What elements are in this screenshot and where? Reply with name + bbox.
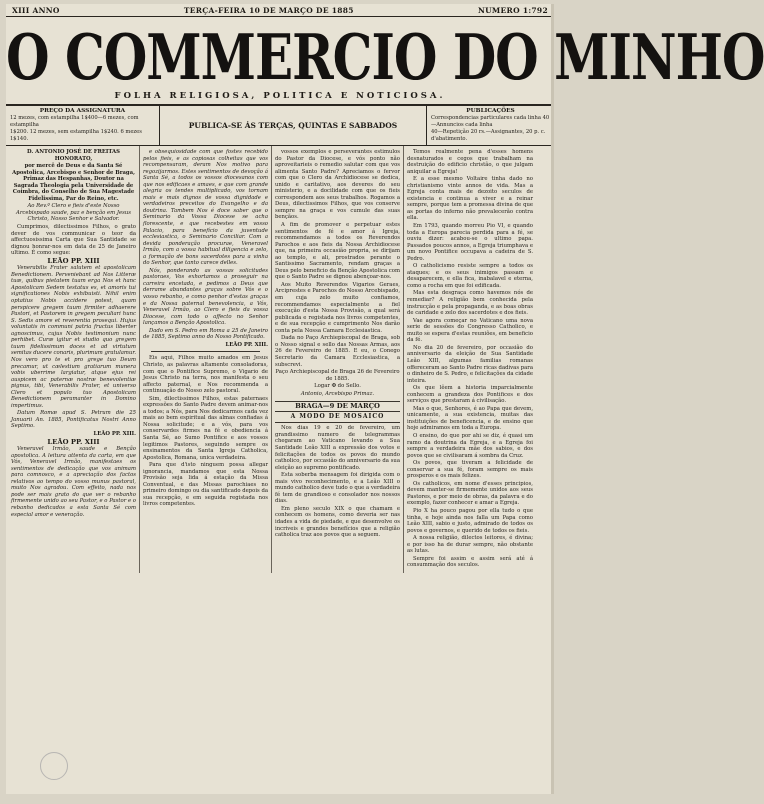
latin-letter: Venerabilis Frater salutem et apostolicam Benedictionem. Perveniebant ad Nos Litteræ tuæ, quibus pietatem tuam erga Nos et hanc Apostolicam Sedem testatus es, et amoris tui significationes Nobis exhibuisti. Nihil enim optatius Nobis accidere potest, quam perspicere gregem tuum firmiter adhaerere Pastori, et Pastorem in gregem peculiari hunc S. Sedis amore et reverentia prosequi. Hujus voluntatis in communi patria fructus liberter agnoscimus, cujus Nobis testimonium nunc perhibet. Curæ igitur et studio quo gregem tuum fidelissimum doces et ad virtutum semitas ducere conaris, plurimum gratulamur. Nos vero pro te et pro grege tuo Deum precamur, ut cælestium gratiarum munera vobis uberrime largiatur, atque ejus rei auspicem ac paternæ nostræ benevolentiæ pignus, tibi, Venerabilis Frater, et universo Clero et populo tuo Apostolicam Benedictionem peramanter in Domino impertimus. bbox=[11, 265, 136, 409]
paragraph: Mas esta desgraça como havemos nós de remediar? A religião bem conhecida pela instrucção e pela propaganda, e as boas obras de caridade e zelo dos sacerdotes e dos fieis. bbox=[407, 290, 533, 317]
paragraph: Nos dias 19 e 20 de fevereiro, um grandissimo numero de telegrammas chegaram ao Vaticano levando a Sua Santidade Leão XIII a expressão dos votos e felicitações de todos os povos do mundo catholico, por occasião do anniversario da sua eleição ao supremo pontificado. bbox=[275, 425, 400, 471]
paragraph: Aos Muito Reverendos Vigarios Geraes, Arciprestes e Parochos do Nosso Arcebispado, em cuja zelo muito confiamos, recommendamos especialmente a fiel execução d'esta Nossa Provisão, a qual será publicada e registada nos livros competentes, e de sua recepção e cumprimento Nos darão conta pela Nossa Camara Ecclesiastica. bbox=[275, 281, 400, 334]
paragraph: Cumprimos, dilectissimos Filhos, o grato dever de vos communicar o teor da affectuosissima Carta que Sua Santidade se dignou honrar-nos em data de 25 de Janeiro ultimo. É como segue: bbox=[11, 224, 136, 257]
masthead-subtitle: FOLHA RELIGIOSA, POLITICA E NOTICIOSA. bbox=[6, 91, 554, 106]
advertising-head: PUBLICAÇÕES bbox=[466, 108, 515, 114]
year-label: XIII ANNO bbox=[12, 6, 60, 15]
paragraph: Os povos, que tiveram a felicidade de conservar a sua fé, foram sempre os mais prosperos e os mais felizes. bbox=[407, 460, 533, 480]
archbishop-signature: Antonio, Arcebispo Primaz. bbox=[300, 390, 375, 397]
paragraph: Dada no Paço Archiepiscopal de Braga, sob o Nosso signal e sello das Nossas Armas, aos 26 de Fevereiro de 1885. E eu, o Conego Secretario da Camara Ecclesiastica, a subscrevi. bbox=[275, 335, 400, 368]
column-2 bbox=[140, 146, 272, 573]
column-4 bbox=[404, 146, 536, 573]
letter-date: Dado em S. Pedro em Roma a 25 de Janeiro de 1885, Septimo anno do Nosso Pontificado. bbox=[143, 327, 268, 341]
seal-mark: Logar ✠ do Sello. bbox=[314, 383, 361, 390]
page-edge bbox=[551, 4, 554, 794]
divider bbox=[151, 351, 260, 352]
column-3 bbox=[272, 146, 404, 573]
paragraph: E a esse mesmo Voltaire tinha dado no christianismo vinte annos de vida. Mas a Egreja conta mais de dezoito seculos de existencia e continua a viver e a reinar sempre, porque tem a promessa divina de que as portas do inferno não prevalecerão contra ella. bbox=[407, 176, 533, 222]
newspaper-page bbox=[6, 4, 764, 794]
article-heading: A MODO DE MOSAICO bbox=[275, 414, 400, 424]
advertising-box bbox=[427, 106, 554, 145]
paragraph: A nossa religião, dilectos leitores, é divina; e por isso ha de durar sempre, não obstante as lutas. bbox=[407, 535, 533, 555]
paragraph: Em pleno seculo XIX o que chamam e conhecem os homens, como deveria ser nas idades a vida de piedade, e que desenvolve os incriveis e grandes benefícios que a religião catholica traz aos povos que a seguem. bbox=[275, 505, 400, 539]
advertising-line-2: 40—Repetição 20 rs.—Assignantes, 20 p. c. d'abatimento. bbox=[431, 129, 546, 142]
latin-date: Datum Romæ apud S. Petrum die 25 Januarii An. 1885, Pontificatus Nostri Anno Septimo. bbox=[11, 410, 136, 430]
library-stamp bbox=[40, 752, 68, 780]
top-line bbox=[6, 4, 554, 17]
paragraph: Em 1793, quando morreu Pio VI, e quando toda a Europa parecia perdida para a fé, se ouviu dizer: acabou-se o ultimo papa. Passados poucos annos, a Egreja triumphava e um novo Pontifice occupava a cadeira de S. Pedro. bbox=[407, 223, 533, 262]
paragraph: O ensino, do que por ahi se diz, é quasi um ramo da doutrina da Egreja, e a Egreja foi sempre a verdadeira mãe dos sabios, e dos povos que se civilisaram á sombra da Cruz. bbox=[407, 432, 533, 459]
paragraph: Temos realmente pena d'esses homens desnaturados e cegos que trabalham na destruição do edificio christão, o que julgam aniquilar a Egreja! bbox=[407, 149, 533, 175]
translation-text: Veneravel Irmão, saude e Benção apostolica. A leitura attenta da carta, em que Vós, Veneravel Irmão, manifestaes os sentimentos de dedicação que vos animam para comnosco, e a apreciação dos factos relativos ao tempo do vosso munus pastoral, muito Nos agradou. Com effeito, nada nos pode ser mais grato do que ver o rebanho firmemente unido ao seu Pastor, e o Pastor e o rebanho dedicados a esta Santa Sé com especial amor e veneração. bbox=[11, 446, 136, 518]
paragraph: Mas o que, Senhores, é ao Papa que devem, unicamente, a sua existencia, muitas das instituições de beneficencia, e de ensino que hoje admiramos em toda a Europa. bbox=[407, 405, 533, 432]
date-label: TERÇA-FEIRA 10 DE MARÇO DE 1885 bbox=[183, 6, 354, 15]
paragraph: Os que lêem a historia imparcialmente conhecem a grandeza dos Pontifices e dos serviços que prestaram á civilisação. bbox=[407, 385, 533, 405]
subscription-head: PREÇO DA ASSIGNATURA bbox=[39, 108, 126, 114]
letter-signature: LEÃO PP. XIII. bbox=[225, 341, 268, 348]
paragraph: O catholicismo resiste sempre a todos os ataques; e os seus inimigos passam e desaparecem, e ella fica, inabalavel e eterna, como a rocha em que foi edificada. bbox=[407, 263, 533, 289]
translation-heading: LEÃO PP. XIII bbox=[47, 437, 100, 446]
paragraph: Sim, dilectissimos Filhos, estas paternaes expressões do Santo Padre devem animar-nos a todos; a Nós, para Nos dedicarmos cada vez mais ao bem espiritual das almas confiadas á Nossa solicitude; e a vós, para vos conservardes firmes na fé e obediencia á Santa Sé, ao Sumo Pontifice e aos vossos legitimos Pastores, seguindo sempre os ensinamentos da Santa Igreja Catholica, Apostolica, Romana, unica verdadeira. bbox=[143, 395, 268, 461]
pastoral-title: D. ANTONIO JOSÉ DE FREITAS HONORATO, bbox=[27, 149, 120, 162]
subscription-box bbox=[6, 106, 160, 145]
paragraph: Nós, ponderando as vossas solicitudes pastoraes, Vos exhortamos a proseguir na carreira encetada, e pedimos a Deus que derrame abundantes graças sobre Vós e o vosso rebanho, e como penhor d'estas graças e da Nossa paternal benevolencia, a Vós, Veneravel Irmão, ao Clero e fieis da vossa Diocese, com todo o affecto no Senhor lançamos a Benção Apostolica. bbox=[143, 267, 268, 327]
place-date: Paço Archiepiscopal de Braga 26 de Fevereiro de 1885. bbox=[275, 369, 400, 382]
info-strip bbox=[6, 106, 554, 146]
paragraph: Eis aqui, Filhos muito amados em Jesus Christo, as palavras altamente consoladoras, com que o Pontifice Supremo, o Vigario de Jesus Christo na terra, nos manifesta o seu affecto paternal, e Nos recommenda a continuação do Nosso zelo pastoral. bbox=[143, 355, 268, 395]
subscription-line-2: 1$200. 12 mezes, sem estampilha 1$240. 6 mezes 1$140. bbox=[10, 129, 142, 142]
paragraph: e obsequiosidade com que fostes recebido pelos fieis, e as copiosas colheitas que vos recompensaram, deram Nos motivo para regozijarmos. Estes sentimentos de devoção á Santa Sé, a todos os vossos diocesanos com que nos edificaes e amaes, e que com grande alegria os tendes multiplicado, vos tornam mais e mais dignos de vossa dignidade e verdadeiros preceitos do Evangelho e da doutrina. Tambem Nos é doce saber que o Seminario da Vossa Diocese se acha florescente, e que recebestes em vosso Palacio, para benefício da juventude ecclesiastica, o Seminario Conciliar. Com a devida ponderação procurae, Veneravel Irmão, com a vossa habitual diligencia e zelo, a formação de bons sacerdotes para a vinha do Senhor, que tanto carece delles. bbox=[143, 149, 268, 267]
advertising-line-1: Correspondencias particulares cada linha 40—Annuncios cada linha bbox=[431, 115, 550, 128]
paragraph: Os catholicos, em nome d'esses principios, devem manter-se firmemente unidos aos seus Pastores, e por meio de obras, da palavra e do exemplo, fazer conhecer e amar a Egreja. bbox=[407, 480, 533, 507]
masthead-title: O COMMERCIO DO MINHO bbox=[6, 20, 764, 94]
paragraph: Vae agora começar no Vaticano uma nova serie de sessões do Congresso Catholico, e muito se espera d'estas reuniões, em beneficio da fé. bbox=[407, 317, 533, 344]
paragraph: Sempre foi assim e assim será até á consummação dos seculos. bbox=[407, 555, 533, 569]
paragraph: No dia 20 de fevereiro, por occasião do anniversario da eleição de Sua Santidade Leão XIII, algumas familias romanas offereceram ao Santo Padre ricas dadivas para o dinheiro de S. Pedro, e felicitações da cidade inteira. bbox=[407, 344, 533, 384]
paragraph: Pio X ha pouco pagou por ella tudo o que tinha, e hoje ainda nos falla um Papa como Leão XIII, sabio e justo, admirado de todos os povos e governos, e querido de todos os fieis. bbox=[407, 507, 533, 534]
letter-heading: LEÃO PP. XIII bbox=[47, 256, 100, 265]
pastoral-dedication: por mercê de Deus e da Santa Sé Apostolica, Arcebispo e Senhor de Braga, Primaz das Hespanhas, Doutor na Sagrada Theologia pela Universidade de Coimbra, do Conselho de Sua Magestade Fidelissima, Par do Reino, etc. bbox=[12, 163, 135, 202]
paragraph: vossos exemplos e perseverantes estimulos do Pastor da Diocese, e vós ponto não aproveitarieis o remedio salutar com que vos alimenta Santo Padre? Apreciamos o fervor com que o Clero da Archidiocese se dedica, unido e caritativo, aos deveres do seu ministerio, e a docilidade com que os fieis correspondem aos seus trabalhos. Rogamos a Deus, dilectissimos Filhos, que vos conserve sempre na graça e vos cumule das suas bençãos. bbox=[275, 149, 400, 221]
subscription-line-1: 12 mezes, com estampilha 1$400—6 mezes, com estampilha bbox=[10, 115, 139, 128]
issue-number: NUMERO 1:792 bbox=[477, 6, 548, 15]
paragraph: A fim de promover e perpetuar estes sentimentos de fé e amor á Igreja, recommendamos a todos os Reverendos Parochos e aos fieis da Nossa Archidiocese que, na primeira occasião propria, se dirijam ao templo, e ali, prostrados perante o Santissimo Sacramento, rendam graças a Deus pelo beneficio da Benção Apostolica com que o Santo Padre se dignou abençoar-nos. bbox=[275, 222, 400, 281]
column-1 bbox=[8, 146, 140, 573]
paragraph: Para que d'isto ninguem possa allegar ignorancia, mandamos que esta Nossa Provisão seja lida á estação da Missa Conventual, e das Missas parochiaes no primeiro domingo ou dia santificado depois da sua recepção, e em seguida registada nos livros competentes. bbox=[143, 462, 268, 508]
section-heading: BRAGA—9 DE MARÇO bbox=[275, 401, 400, 412]
article-columns bbox=[6, 146, 554, 573]
letter-signature: LEÃO PP. XIII. bbox=[93, 430, 136, 437]
publication-days: PUBLICA-SE ÁS TERÇAS, QUINTAS E SABBADOS bbox=[160, 106, 427, 145]
pastoral-address: Ao Rev.º Clero e fieis d'este Nosso Arcebispado saude, paz e benção em Jesus Christo, Nosso Senhor e Salvador. bbox=[16, 203, 131, 223]
paragraph: Esta soberba mensagem foi dirigida com o mais vivo reconhecimento, e a Leão XIII o mundo catholico deve tudo o que a verdadeira fé tem de grandioso e consolador nos nossos dias. bbox=[275, 472, 400, 505]
